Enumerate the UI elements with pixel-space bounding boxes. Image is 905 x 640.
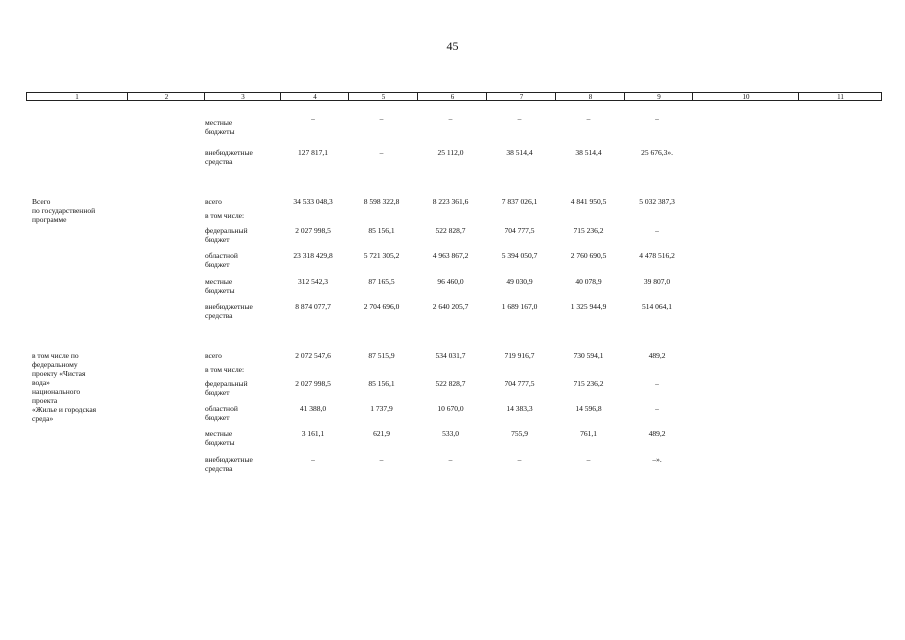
table-cell: 715 236,2	[573, 379, 604, 388]
table-cell: 621,9	[373, 429, 390, 438]
table-cell: 25 676,3».	[641, 148, 673, 157]
table-cell: 87 165,5	[368, 277, 395, 286]
table-cell: 5 394 050,7	[501, 251, 538, 260]
table-header-row	[26, 92, 882, 101]
table-cell: 489,2	[648, 351, 666, 360]
table-cell: –	[655, 404, 659, 413]
table-cell: –	[379, 148, 384, 157]
row-label: в том числе:	[205, 365, 245, 374]
table-cell: 85 156,1	[368, 379, 395, 388]
table-cell: 2 027 998,5	[295, 379, 331, 388]
header-col-11: 11	[798, 93, 882, 100]
table-cell: 4 963 867,2	[432, 251, 469, 260]
table-cell: 719 916,7	[504, 351, 535, 360]
table-cell: –	[655, 226, 659, 235]
section-title: в том числе по федеральному проекту «Чистая вода» национального проекта «Жилье и городская среда»	[32, 351, 97, 423]
table-cell: 5 721 305,2	[363, 251, 400, 260]
row-label: внебюджетные средства	[205, 302, 253, 320]
row-label: областной бюджет	[205, 251, 238, 269]
table-cell: 2 072 547,6	[295, 351, 331, 360]
header-col-5: 5	[348, 93, 418, 100]
table-cell: 4 478 516,2	[639, 251, 675, 260]
table-cell: 3 161,1	[301, 429, 325, 438]
table-cell: 41 388,0	[299, 404, 327, 413]
row-label: областной бюджет	[205, 404, 238, 422]
header-col-3: 3	[204, 93, 281, 100]
table-cell: –	[379, 114, 384, 123]
table-cell: 8 223 361,6	[432, 197, 469, 206]
table-cell: 761,1	[580, 429, 597, 438]
table-cell: 2 027 998,5	[295, 226, 331, 235]
row-label: всего	[205, 197, 222, 206]
table-cell: –	[448, 114, 453, 123]
header-col-10: 10	[692, 93, 799, 100]
table-cell: 49 030,9	[506, 277, 533, 286]
table-cell: 96 460,0	[437, 277, 464, 286]
row-label: федеральный бюджет	[205, 379, 248, 397]
table-cell: –	[311, 455, 315, 464]
table-cell: 39 807,0	[643, 277, 671, 286]
table-cell: –	[586, 114, 591, 123]
table-cell: –	[517, 455, 522, 464]
table-cell: 1 737,9	[370, 404, 393, 413]
row-label: местные бюджеты	[205, 429, 235, 447]
page-number: 45	[446, 39, 459, 53]
table-cell: 534 031,7	[435, 351, 466, 360]
row-label: федеральный бюджет	[205, 226, 248, 244]
table-cell: 312 542,3	[298, 277, 328, 286]
table-cell: –».	[652, 455, 662, 464]
section-title: Всего по государственной программе	[32, 197, 96, 224]
table-cell: 2 760 690,5	[570, 251, 607, 260]
header-col-4: 4	[280, 93, 349, 100]
row-label: местные бюджеты	[205, 118, 235, 136]
table-cell: 8 874 077,7	[295, 302, 331, 311]
table-cell: 14 596,8	[575, 404, 602, 413]
table-cell: 7 837 026,1	[501, 197, 538, 206]
table-cell: 14 383,3	[506, 404, 533, 413]
table-cell: 522 828,7	[435, 379, 466, 388]
table-cell: 489,2	[648, 429, 666, 438]
row-label: внебюджетные средства	[205, 148, 253, 166]
table-cell: 2 640 205,7	[432, 302, 469, 311]
header-col-6: 6	[417, 93, 487, 100]
table-cell: 4 841 950,5	[570, 197, 607, 206]
table-cell: 38 514,4	[506, 148, 533, 157]
table-cell: 1 689 167,0	[501, 302, 538, 311]
table-cell: 23 318 429,8	[293, 251, 333, 260]
table-cell: 1 325 944,9	[570, 302, 607, 311]
table-cell: –	[379, 455, 384, 464]
table-cell: –	[448, 455, 453, 464]
table-cell: 40 078,9	[575, 277, 602, 286]
table-cell: 25 112,0	[437, 148, 464, 157]
table-cell: 715 236,2	[573, 226, 604, 235]
table-cell: –	[311, 114, 315, 123]
table-cell: 5 032 387,3	[639, 197, 675, 206]
table-cell: 38 514,4	[575, 148, 602, 157]
table-cell: 85 156,1	[368, 226, 395, 235]
table-cell: 704 777,5	[504, 226, 535, 235]
row-label: местные бюджеты	[205, 277, 235, 295]
header-col-2: 2	[127, 93, 205, 100]
row-label: внебюджетные средства	[205, 455, 253, 473]
table-cell: –	[517, 114, 522, 123]
table-cell: 87 515,9	[368, 351, 395, 360]
table-cell: 755,9	[511, 429, 528, 438]
table-cell: –	[655, 114, 659, 123]
table-cell: 127 817,1	[298, 148, 328, 157]
row-label: в том числе:	[205, 211, 245, 220]
table-cell: 533,0	[442, 429, 459, 438]
header-col-7: 7	[486, 93, 556, 100]
table-cell: –	[655, 379, 659, 388]
row-label: всего	[205, 351, 222, 360]
table-cell: 34 533 048,3	[293, 197, 333, 206]
header-col-8: 8	[555, 93, 625, 100]
header-col-1: 1	[75, 93, 79, 101]
table-cell: 730 594,1	[573, 351, 604, 360]
table-cell: 522 828,7	[435, 226, 466, 235]
table-cell: –	[586, 455, 591, 464]
table-cell: 514 064,1	[642, 302, 672, 311]
table-cell: 10 670,0	[437, 404, 464, 413]
table-cell: 2 704 696,0	[363, 302, 400, 311]
header-col-9: 9	[624, 93, 693, 100]
table-cell: 704 777,5	[504, 379, 535, 388]
table-cell: 8 598 322,8	[363, 197, 400, 206]
